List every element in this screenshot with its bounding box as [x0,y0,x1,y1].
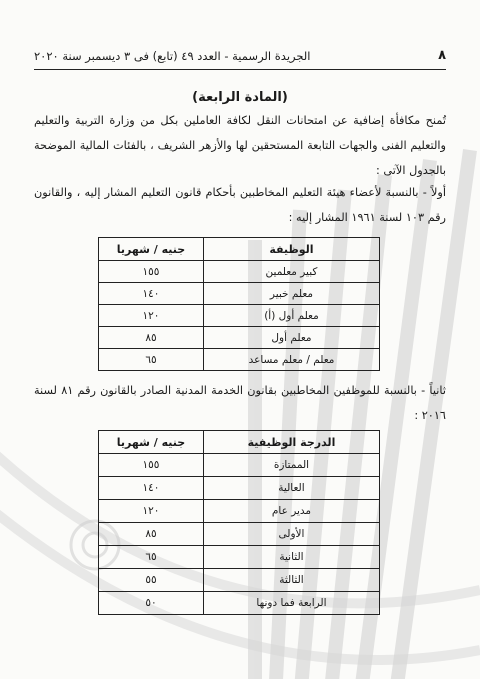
table-row [99,592,380,615]
header-job: الوظيفة [203,238,379,261]
grade-name: الثالثة [203,569,379,592]
bonus-amount: ٨٥ [99,327,204,349]
table-row [99,305,380,327]
grade-name: الأولى [203,523,379,546]
table-row [99,454,380,477]
table-header-row [99,238,380,261]
bonus-amount: ١٤٠ [99,283,204,305]
running-title: الجريدة الرسمية - العدد ٤٩ (تابع) فى ٣ ديسمبر سنة ٢٠٢٠ [34,48,311,63]
section-one-paragraph: أولاً - بالنسبة لأعضاء هيئة التعليم المخاطبين بأحكام قانون التعليم المشار إليه ، والقانون رقم ١٠٣ لسنة ١٩٦١ المشار إليه : [34,186,446,224]
table-row [99,523,380,546]
grade-name: الرابعة فما دونها [203,592,379,615]
table-row [99,327,380,349]
header-divider [34,69,446,70]
grade-name: العالية [203,477,379,500]
table-row [99,261,380,283]
bonus-amount: ٦٥ [99,349,204,371]
table-row [99,546,380,569]
table-row [99,283,380,305]
grade-name: الثانية [203,546,379,569]
bonus-amount: ٥٥ [99,569,204,592]
table-row [99,477,380,500]
bonus-amount: ١٢٠ [99,500,204,523]
job-name: معلم أول [203,327,379,349]
bonus-amount: ١٥٥ [99,261,204,283]
grade-name: مدير عام [203,500,379,523]
job-name: معلم أول (أ) [203,305,379,327]
bonus-amount: ١٢٠ [99,305,204,327]
intro-paragraph: تُمنح مكافأة إضافية عن امتحانات النقل لكافة العاملين بكل من وزارة التربية والتعليم والتعليم الفنى والجهات التابعة المستحقين لها والأزهر الشريف ، بالفئات المالية الموضحة بالجدول الآتى : [34,114,446,177]
grade-name: الممتازة [203,454,379,477]
teachers-bonus-table [98,237,380,371]
table-row [99,569,380,592]
bonus-amount: ٥٠ [99,592,204,615]
page-number: ٨ [438,48,446,63]
header-amount: جنيه / شهريا [99,431,204,454]
job-name: كبير معلمين [203,261,379,283]
bonus-amount: ١٥٥ [99,454,204,477]
table-row [99,349,380,371]
table-row [99,500,380,523]
article-title: (المادة الرابعة) [192,90,288,105]
header-grade: الدرجة الوظيفية [203,431,379,454]
page-header [34,48,446,63]
civil-service-bonus-table [98,430,380,615]
job-name: معلم / معلم مساعد [203,349,379,371]
section-two-paragraph: ثانياً - بالنسبة للموظفين المخاطبين بقانون الخدمة المدنية الصادر بالقانون رقم ٨١ لسنة ٢٠١٦ : [34,384,447,422]
bonus-amount: ٦٥ [99,546,204,569]
table-header-row [99,431,380,454]
job-name: معلم خبير [203,283,379,305]
header-amount: جنيه / شهريا [99,238,204,261]
bonus-amount: ٨٥ [99,523,204,546]
bonus-amount: ١٤٠ [99,477,204,500]
